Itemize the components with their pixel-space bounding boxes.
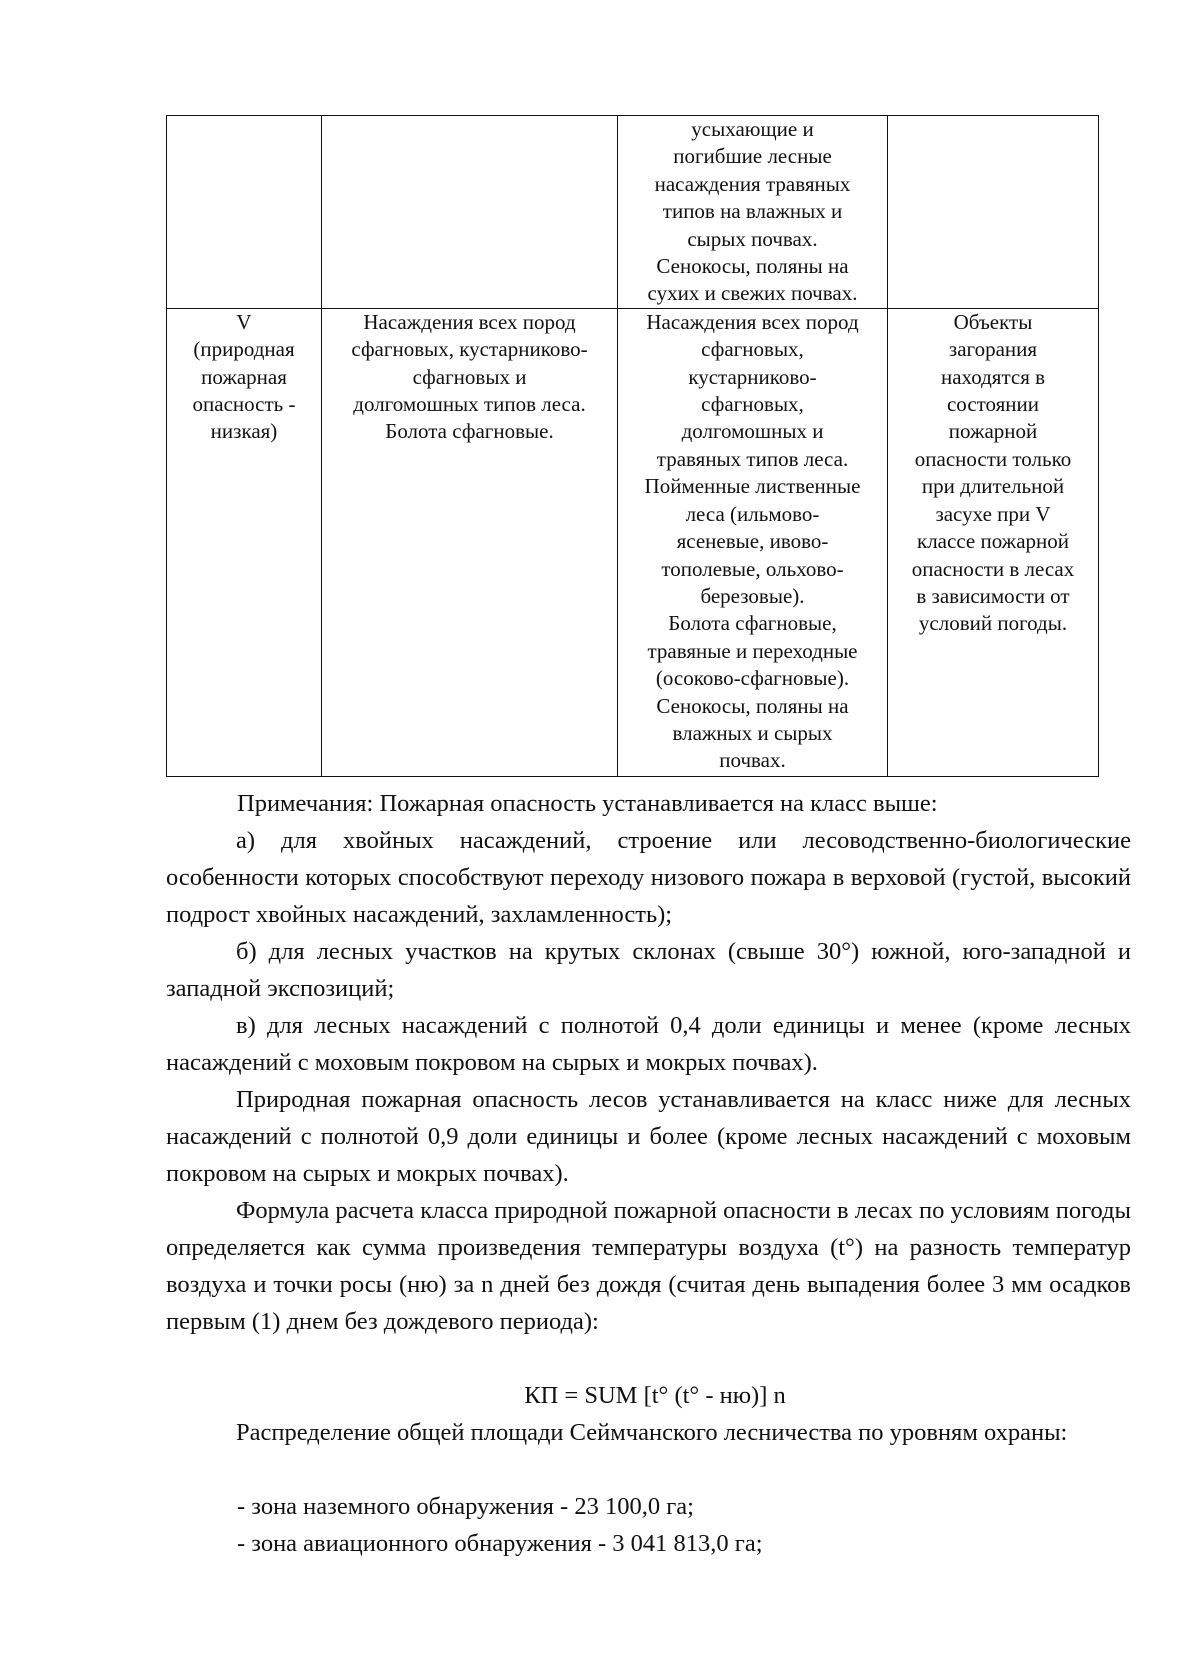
table-cell — [888, 116, 1099, 309]
table-cell — [322, 116, 618, 309]
zone-aviation: - зона авиационного обнаружения - 3 041 813,0 га; — [237, 1530, 763, 1557]
paragraph-formula-intro: Формула расчета класса природной пожарной опасности в лесах по условиям погоды определяется как сумма произведения температуры воздуха (t°) на разность температур воздуха и точки росы (ню) за n дней без дождя (считая день выпадения более 3 мм осадков первым (1) днем без дождевого периода): — [166, 1197, 1131, 1335]
table-cell: усыхающие и погибшие лесные насаждения травяных типов на влажных и сырых почвах. Сенокосы, поляны на сухих и свежих почвах. — [618, 116, 888, 309]
table-cell-class: V (природная пожарная опасность - низкая) — [167, 308, 322, 776]
table-row — [167, 308, 1099, 776]
note-item-c: в) для лесных насаждений с полнотой 0,4 доли единицы и менее (кроме лесных насаждений с моховым покровом на сырых и мокрых почвах). — [166, 1012, 1131, 1076]
table-cell: Объекты загорания находятся в состоянии пожарной опасности только при длительной засухе при V классе пожарной опасности в лесах в зависимости от условий погоды. — [888, 308, 1099, 776]
table-row — [167, 116, 1099, 309]
paragraph-distribution: Распределение общей площади Сеймчанского лесничества по уровням охраны: — [236, 1419, 1068, 1446]
note-item-a: а) для хвойных насаждений, строение или лесоводственно-биологические особенности которых способствуют переходу низового пожара в верховой (густой, высокий подрост хвойных насаждений, захламленность); — [166, 827, 1131, 928]
notes-heading: Примечания: Пожарная опасность устанавливается на класс выше: — [237, 790, 938, 817]
fire-danger-table — [166, 115, 1099, 777]
formula: КП = SUM [t° (t° - ню)] n — [524, 1382, 786, 1409]
note-item-b: б) для лесных участков на крутых склонах (свыше 30°) южной, юго-западной и западной экспозиций; — [166, 938, 1131, 1002]
table-cell: Насаждения всех пород сфагновых, кустарниково- сфагновых, долгомошных и травяных типов леса. Пойменные лиственные леса (ильмово- ясеневые, ивово- тополевые, ольхово- березовые). Болота сфагновые, травяные и переходные (осоково-сфагновые). Сенокосы, поляны на влажных и сырых почвах. — [618, 308, 888, 776]
zone-ground: - зона наземного обнаружения - 23 100,0 га; — [237, 1493, 694, 1520]
paragraph-lower-class: Природная пожарная опасность лесов устанавливается на класс ниже для лесных насаждений с полнотой 0,9 доли единицы и более (кроме лесных насаждений с моховым покровом на сырых и мокрых почвах). — [166, 1086, 1131, 1187]
table-cell — [167, 116, 322, 309]
table-cell: Насаждения всех пород сфагновых, кустарниково- сфагновых и долгомошных типов леса. Болота сфагновые. — [322, 308, 618, 776]
